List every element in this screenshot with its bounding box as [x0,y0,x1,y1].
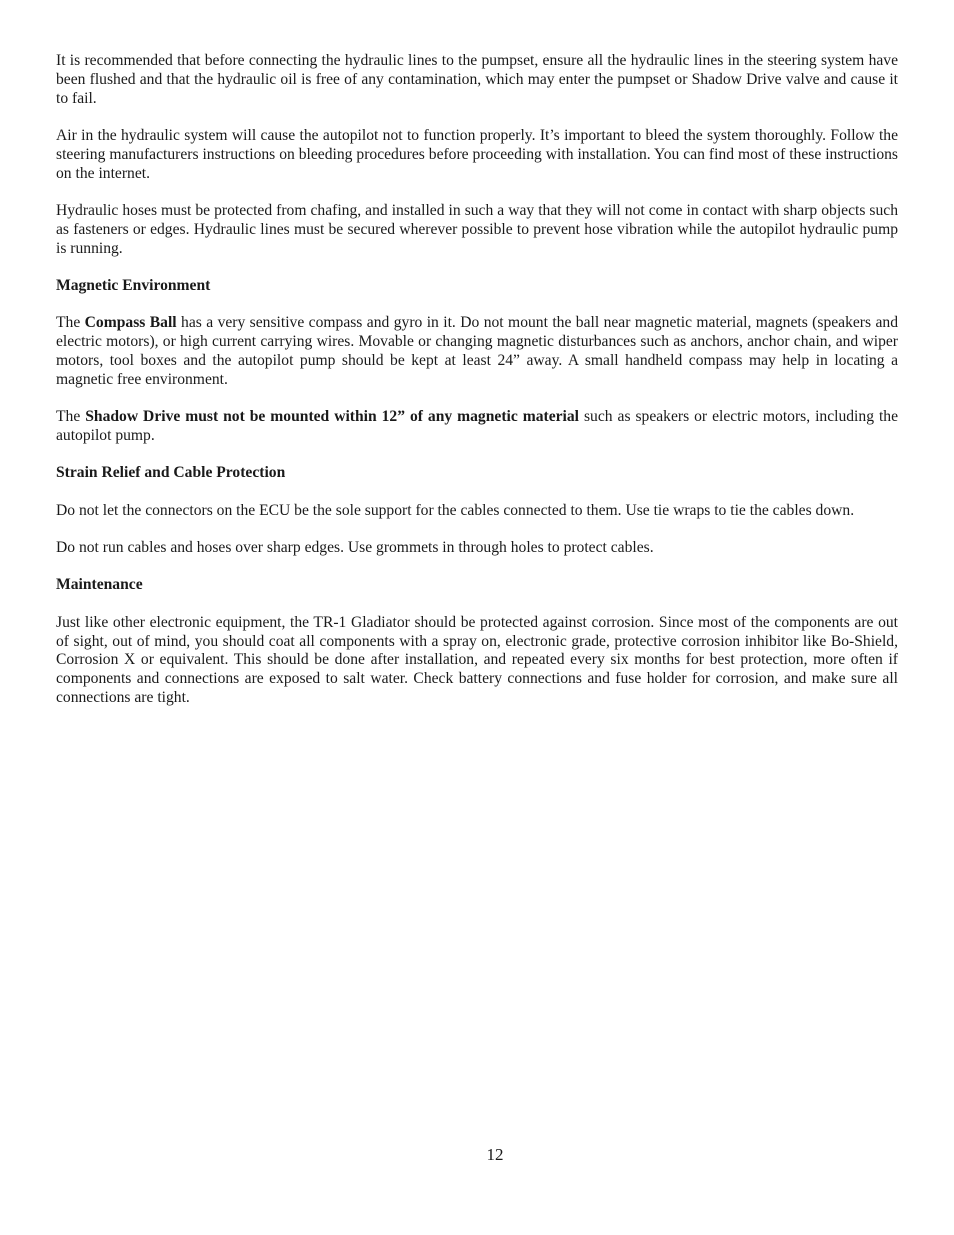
paragraph-hose-protection: Hydraulic hoses must be protected from chafing, and installed in such a way that they will not come in contact with sharp objects such as fasteners or edges. Hydraulic lines must be secured wherever possible to prevent hose vibration while the autopilot hydraulic pump is running. [56,201,898,257]
page-number: 12 [486,1145,504,1164]
page-content [56,52,898,726]
paragraph-shadow-drive [56,408,898,446]
text-segment: The [56,314,85,332]
paragraph-corrosion: Just like other electronic equipment, the TR-1 Gladiator should be protected against corrosion. Since most of the components are out of sight, out of mind, you should coat all components with a spray on, electronic grade, protective corrosion inhibitor like Bo-Shield, Corrosion X or equivalent. This should be done after installation, and repeated every six months for best protection, more often if components and connections are exposed to salt water. Check battery connections and fuse holder for corrosion, and make sure all connections are tight. [56,613,898,707]
paragraph-bleed-system: Air in the hydraulic system will cause the autopilot not to function properly. It’s important to bleed the system thoroughly. Follow the steering manufacturers instructions on bleeding procedures before proceeding with installation. You can find most of these instructions on the internet. [56,126,898,182]
heading-magnetic-environment: Magnetic Environment [56,276,211,294]
bold-compass-ball: Compass Ball [84,314,177,332]
paragraph-compass-ball [56,314,898,389]
text-segment: such as speakers or electric motors, including the autopilot pump. [56,408,898,444]
paragraph-sharp-edges: Do not run cables and hoses over sharp edges. Use grommets in through holes to protect cables. [56,539,654,557]
paragraph-ecu-connectors: Do not let the connectors on the ECU be the sole support for the cables connected to them. Use tie wraps to tie the cables down. [56,501,855,519]
heading-maintenance: Maintenance [56,576,143,594]
paragraph-flush-lines: It is recommended that before connecting the hydraulic lines to the pumpset, ensure all the hydraulic lines in the steering system have been flushed and that the hydraulic oil is free of any contamination, which may enter the pumpset or Shadow Drive valve and cause it to fail. [56,52,898,107]
bold-shadow-drive-warning: Shadow Drive must not be mounted within 12” of any magnetic material [85,408,580,426]
text-segment: The [56,408,86,426]
text-segment: has a very sensitive compass and gyro in it. Do not mount the ball near magnetic material, magnets (speakers and electric motors), or high current carrying wires. Movable or changing magnetic disturbances such as anchors, anchor chain, and wiper motors, tool boxes and the autopilot pump should be kept at least 24” away. A small handheld compass may help in locating a magnetic free environment. [56,314,898,388]
heading-strain-relief: Strain Relief and Cable Protection [56,464,286,482]
